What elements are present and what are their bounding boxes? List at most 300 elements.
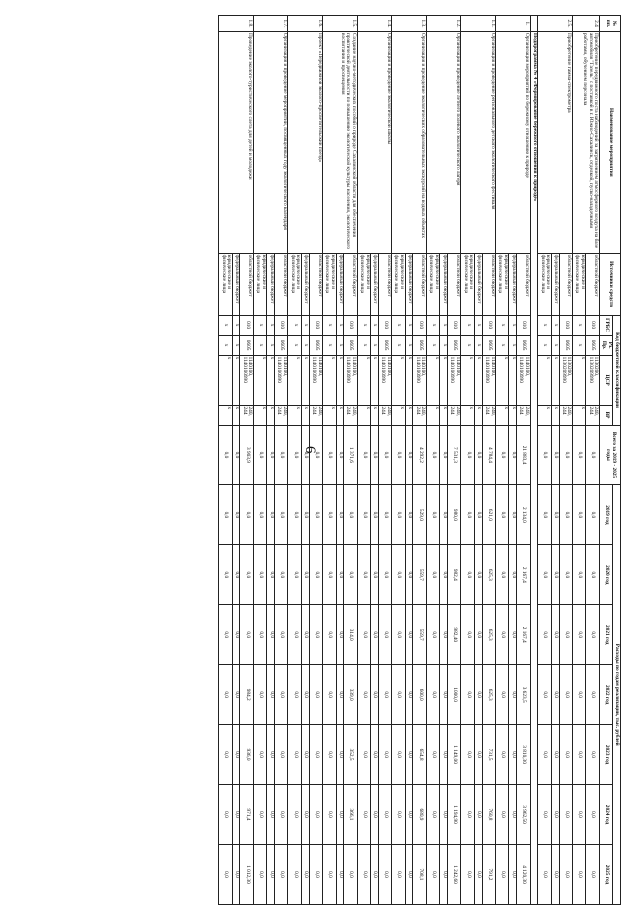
rz-pr-code: х — [551, 335, 559, 355]
table-row — [240, 16, 253, 905]
year-amount: 0,0 — [551, 485, 559, 545]
funding-source: областной бюджет — [448, 253, 461, 315]
year-amount: 0,0 — [219, 785, 232, 845]
csr-code: х — [371, 355, 379, 405]
table-row — [275, 16, 288, 905]
year-amount: 0,0 — [253, 665, 266, 725]
grbs-code: х — [496, 315, 509, 335]
year-amount: 0,0 — [509, 605, 517, 665]
total-amount: 3 903,9 — [240, 425, 253, 485]
year-amount: 0,0 — [371, 725, 379, 785]
rz-pr-code: 0605 — [482, 335, 495, 355]
total-amount: 0,0 — [572, 425, 585, 485]
year-amount: 559,7 — [413, 605, 426, 665]
row-number: 2.5. — [538, 16, 573, 32]
year-amount: 0,0 — [275, 545, 288, 605]
year-amount: 0,0 — [267, 785, 275, 845]
total-amount: 4 292,2 — [413, 425, 426, 485]
grbs-code: х — [301, 315, 309, 335]
vr-code: 240, 244 — [309, 405, 322, 425]
year-amount: 0,0 — [509, 485, 517, 545]
year-amount: 0,0 — [509, 665, 517, 725]
year-amount: 0,0 — [572, 725, 585, 785]
header-year-2023: 2023 год — [599, 725, 612, 785]
year-amount: 0,0 — [538, 844, 551, 904]
rz-pr-code: х — [371, 335, 379, 355]
grbs-code: 010 — [344, 315, 357, 335]
grbs-code: х — [323, 315, 336, 335]
funding-source: областной бюджет — [309, 253, 322, 315]
year-amount: 0,0 — [586, 545, 599, 605]
year-amount: 314,0 — [344, 605, 357, 665]
header-expenses: Расходы по годам реализации, тыс. рублей — [613, 485, 621, 905]
year-amount: 0,0 — [559, 844, 572, 904]
funding-source: юридические и физические лица — [572, 253, 585, 315]
year-amount: 0,0 — [586, 605, 599, 665]
row-number: 1. — [496, 16, 531, 32]
rz-pr-code: х — [301, 335, 309, 355]
year-amount: 0,0 — [357, 605, 370, 665]
csr-code: х — [496, 355, 509, 405]
year-amount: 0,0 — [267, 605, 275, 665]
year-amount: 0,0 — [559, 785, 572, 845]
grbs-code: 010 — [559, 315, 572, 335]
vr-code: х — [538, 405, 551, 425]
rz-pr-code: х — [426, 335, 439, 355]
funding-source: юридические и физические лица — [253, 253, 266, 315]
year-amount: 0,0 — [461, 844, 474, 904]
year-amount: 0,0 — [405, 665, 413, 725]
grbs-code: х — [509, 315, 517, 335]
year-amount: 0,0 — [219, 605, 232, 665]
event-name: Организация и проведение экологических образовательных экскурсий на водных объектах — [392, 31, 427, 253]
year-amount: 0,0 — [309, 545, 322, 605]
year-amount: 0,0 — [323, 844, 336, 904]
year-amount: 0,0 — [232, 665, 240, 725]
header-year-2019: 2019 год — [599, 485, 612, 545]
year-amount: 0,0 — [551, 665, 559, 725]
funding-source: областной бюджет — [586, 253, 599, 315]
year-amount: 0,0 — [559, 545, 572, 605]
year-amount: 0,0 — [461, 785, 474, 845]
year-amount: 0,0 — [288, 725, 301, 785]
grbs-code: 010 — [517, 315, 530, 335]
year-amount: 0,0 — [371, 665, 379, 725]
grbs-code: х — [336, 315, 344, 335]
csr-code: х — [426, 355, 439, 405]
year-amount: 0,0 — [392, 725, 405, 785]
year-amount: 0,0 — [288, 485, 301, 545]
year-amount: 0,0 — [275, 485, 288, 545]
year-amount: 0,0 — [378, 844, 391, 904]
year-amount: 791,2 — [482, 844, 495, 904]
event-name: Организация и проведение мероприятий, посвященных году экологического календаря — [253, 31, 288, 253]
rz-pr-code: х — [405, 335, 413, 355]
year-amount: 0,0 — [392, 545, 405, 605]
year-amount: 0,0 — [378, 605, 391, 665]
total-amount: 0,0 — [474, 425, 482, 485]
csr-code: 1140100, 1140100990 — [378, 355, 391, 405]
csr-code: х — [336, 355, 344, 405]
year-amount: 0,0 — [474, 665, 482, 725]
year-amount: 0,0 — [426, 665, 439, 725]
csr-code: х — [538, 355, 551, 405]
rz-pr-code: х — [288, 335, 301, 355]
year-amount: 0,0 — [357, 844, 370, 904]
vr-code: 240, 244 — [448, 405, 461, 425]
total-amount: 0,0 — [336, 425, 344, 485]
vr-code: х — [474, 405, 482, 425]
year-amount: 0,0 — [336, 665, 344, 725]
year-amount: 0,0 — [392, 485, 405, 545]
header-event: Наименование мероприятия — [599, 31, 620, 253]
vr-code: х — [509, 405, 517, 425]
year-amount: 0,0 — [232, 605, 240, 665]
total-amount: 0,0 — [301, 425, 309, 485]
csr-code: 1130200, 1130209990 — [559, 355, 572, 405]
year-amount: 0,0 — [461, 665, 474, 725]
year-amount: 0,0 — [405, 725, 413, 785]
total-amount: 21 883,4 — [517, 425, 530, 485]
year-amount: 708,1 — [413, 844, 426, 904]
vr-code: х — [267, 405, 275, 425]
year-amount: 0,0 — [538, 785, 551, 845]
year-amount: 0,0 — [323, 785, 336, 845]
csr-code: 1140100, 1140100990 — [482, 355, 495, 405]
year-amount: 0,0 — [586, 485, 599, 545]
csr-code: х — [232, 355, 240, 405]
year-amount: 0,0 — [440, 725, 448, 785]
year-amount: 0,0 — [219, 485, 232, 545]
year-amount: 0,0 — [253, 844, 266, 904]
year-amount: 0,0 — [572, 844, 585, 904]
vr-code: х — [357, 405, 370, 425]
grbs-code: 010 — [240, 315, 253, 335]
year-amount: 0,0 — [371, 785, 379, 845]
year-amount: 0,0 — [572, 485, 585, 545]
year-amount: 0,0 — [301, 665, 309, 725]
vr-code: 240, 244 — [559, 405, 572, 425]
row-number: 1.2. — [426, 16, 461, 32]
year-amount: 0,0 — [551, 785, 559, 845]
year-amount: 0,0 — [586, 665, 599, 725]
year-amount: 0,0 — [371, 485, 379, 545]
year-amount: 1000,0 — [448, 665, 461, 725]
row-number: 2.4 — [572, 16, 599, 32]
year-amount: 0,0 — [275, 785, 288, 845]
year-amount: 0,0 — [586, 725, 599, 785]
year-amount: 1 012,30 — [240, 844, 253, 904]
csr-code: 1140100, 1140100990 — [448, 355, 461, 405]
year-amount: 0,0 — [253, 485, 266, 545]
rz-pr-code: 0605 — [559, 335, 572, 355]
year-amount: 0,0 — [371, 844, 379, 904]
year-amount: 0,0 — [357, 665, 370, 725]
header-vr: ВР — [599, 405, 612, 425]
year-amount: 0,0 — [538, 485, 551, 545]
grbs-code: х — [392, 315, 405, 335]
year-amount: 600,0 — [413, 665, 426, 725]
year-amount: 559,7 — [413, 545, 426, 605]
header-source: Источники средств — [599, 253, 620, 315]
event-name: Приобретение гамма-спектрометра — [538, 31, 573, 253]
event-name: Организация мероприятий по бережному отношению к природе — [496, 31, 531, 253]
vr-code: х — [301, 405, 309, 425]
year-amount: 0,0 — [426, 485, 439, 545]
grbs-code: х — [440, 315, 448, 335]
grbs-code: 010 — [275, 315, 288, 335]
year-amount: 0,0 — [572, 545, 585, 605]
table-row — [309, 16, 322, 905]
header-no: № пп. — [599, 16, 620, 32]
year-amount: 2 134,0 — [517, 485, 530, 545]
section-title: Подпрограмма № 4 «Формирование бережного отношения к природе» — [530, 31, 538, 904]
rz-pr-code: х — [461, 335, 474, 355]
year-amount: 0,0 — [509, 785, 517, 845]
header-year-2021: 2021 год — [599, 605, 612, 665]
rz-pr-code: х — [336, 335, 344, 355]
year-amount: 0,0 — [572, 785, 585, 845]
year-amount: 760,8 — [482, 785, 495, 845]
year-amount: 1 194,90 — [448, 785, 461, 845]
total-amount: 0,0 — [275, 425, 288, 485]
row-number: 1.1. — [461, 16, 496, 32]
rz-pr-code: х — [509, 335, 517, 355]
year-amount: 0,0 — [392, 844, 405, 904]
grbs-code: х — [538, 315, 551, 335]
table-row — [482, 16, 495, 905]
header-year-2020: 2020 год — [599, 545, 612, 605]
year-amount: 621,0 — [482, 485, 495, 545]
year-amount: 0,0 — [586, 785, 599, 845]
grbs-code: х — [474, 315, 482, 335]
funding-source: юридические и физические лица — [323, 253, 336, 315]
year-amount: 0,0 — [232, 545, 240, 605]
year-amount: 0,0 — [559, 605, 572, 665]
rz-pr-code: 0605 — [240, 335, 253, 355]
year-amount: 0,0 — [232, 725, 240, 785]
year-amount: 0,0 — [509, 545, 517, 605]
year-amount: 0,0 — [301, 844, 309, 904]
year-amount: 0,0 — [474, 725, 482, 785]
year-amount: 0,0 — [275, 844, 288, 904]
year-amount: 366,1 — [344, 785, 357, 845]
rz-pr-code: х — [440, 335, 448, 355]
year-amount: 0,0 — [461, 605, 474, 665]
csr-code: 1140100, 1140100990 — [344, 355, 357, 405]
csr-code: х — [405, 355, 413, 405]
year-amount: 0,0 — [378, 545, 391, 605]
total-amount: 0,0 — [586, 425, 599, 485]
year-amount: 0,0 — [219, 725, 232, 785]
table-row — [559, 16, 572, 905]
header-rz-pr: Рз. Пр. — [599, 335, 612, 355]
year-amount: 0,0 — [267, 844, 275, 904]
year-amount: 0,0 — [378, 725, 391, 785]
header-budget-code: Код бюджетной классификации — [613, 315, 621, 425]
header-year-2025: 2025 год — [599, 844, 612, 904]
row-number: 1.3. — [392, 16, 427, 32]
vr-code: 240, 244 — [482, 405, 495, 425]
total-amount: 0,0 — [267, 425, 275, 485]
csr-code: х — [357, 355, 370, 405]
year-amount: 0,0 — [253, 785, 266, 845]
year-amount: 0,0 — [336, 485, 344, 545]
vr-code: 240, 244 — [517, 405, 530, 425]
year-amount: 0,0 — [336, 785, 344, 845]
funding-source: федеральный бюджет — [405, 253, 413, 315]
year-amount: 0,0 — [267, 665, 275, 725]
rz-pr-code: х — [219, 335, 232, 355]
year-amount: 0,0 — [405, 785, 413, 845]
vr-code: 240, 244 — [586, 405, 599, 425]
funding-source: юридические и физические лица — [357, 253, 370, 315]
year-amount: 0,0 — [267, 725, 275, 785]
year-amount: 982,4 — [448, 545, 461, 605]
year-amount: 0,0 — [392, 785, 405, 845]
year-amount: 0,0 — [378, 785, 391, 845]
total-amount: 0,0 — [392, 425, 405, 485]
year-amount: 0,0 — [323, 485, 336, 545]
year-amount: 2 167,4 — [517, 545, 530, 605]
year-amount: 0,0 — [405, 485, 413, 545]
year-amount: 971,4 — [240, 785, 253, 845]
funding-source: федеральный бюджет — [336, 253, 344, 315]
year-amount: 0,0 — [426, 844, 439, 904]
csr-code: х — [461, 355, 474, 405]
csr-code: х — [392, 355, 405, 405]
event-name: Приобретение передвижного поста наблюдений за загрязнением атмосферного воздуха на базе автомобиля "Газель" с поставкой в г. Южно-Сахалинск, отделкой, пуско-наладочными работами, обучением персонала — [572, 31, 599, 253]
vr-code: 240, 244 — [344, 405, 357, 425]
grbs-code: х — [551, 315, 559, 335]
funding-source: юридические и физические лица — [219, 253, 232, 315]
year-amount: 0,0 — [323, 545, 336, 605]
rz-pr-code: 0605 — [309, 335, 322, 355]
event-name: Проект «Передвижной эколого-просветительский поезд» — [288, 31, 323, 253]
header-grbs: ГРБС — [599, 315, 612, 335]
year-amount: 0,0 — [301, 545, 309, 605]
vr-code: х — [496, 405, 509, 425]
grbs-code: 010 — [586, 315, 599, 335]
row-number — [530, 16, 538, 32]
vr-code: х — [219, 405, 232, 425]
year-amount: 0,0 — [301, 605, 309, 665]
total-amount: 0,0 — [496, 425, 509, 485]
table-row — [378, 16, 391, 905]
rz-pr-code: х — [392, 335, 405, 355]
year-amount: 0,0 — [474, 605, 482, 665]
year-amount: 339,0 — [344, 665, 357, 725]
csr-code: х — [267, 355, 275, 405]
funding-source: областной бюджет — [559, 253, 572, 315]
csr-code: х — [288, 355, 301, 405]
year-amount: 0,0 — [426, 725, 439, 785]
row-number: 1.8. — [219, 16, 254, 32]
funding-source: юридические и физические лица — [392, 253, 405, 315]
year-amount: 0,0 — [405, 605, 413, 665]
total-amount: 0,0 — [323, 425, 336, 485]
vr-code: х — [336, 405, 344, 425]
year-amount: 0,0 — [496, 665, 509, 725]
year-amount: 625,3 — [482, 665, 495, 725]
year-amount: 0,0 — [301, 785, 309, 845]
year-amount: 0,0 — [336, 844, 344, 904]
year-amount: 0,0 — [288, 844, 301, 904]
year-amount: 0,0 — [474, 545, 482, 605]
year-amount: 0,0 — [371, 545, 379, 605]
rz-pr-code: х — [267, 335, 275, 355]
year-amount: 0,0 — [323, 725, 336, 785]
funding-source: федеральный бюджет — [509, 253, 517, 315]
total-amount: 0,0 — [378, 425, 391, 485]
csr-code: х — [301, 355, 309, 405]
vr-code: 240, 244 — [275, 405, 288, 425]
grbs-code: х — [267, 315, 275, 335]
rz-pr-code: 0605 — [448, 335, 461, 355]
year-amount: 0,0 — [538, 665, 551, 725]
year-amount: 0,0 — [288, 605, 301, 665]
funding-source: юридические и физические лица — [496, 253, 509, 315]
year-amount: 0,0 — [336, 605, 344, 665]
total-amount: 0,0 — [232, 425, 240, 485]
year-amount: 0,0 — [336, 725, 344, 785]
funding-source: областной бюджет — [413, 253, 426, 315]
table-row — [413, 16, 426, 905]
year-amount: 0,0 — [572, 665, 585, 725]
rz-pr-code: 0605 — [344, 335, 357, 355]
page-number: 6 — [302, 446, 318, 454]
event-name: Организация и проведение летнего полевого экологического лагеря — [426, 31, 461, 253]
year-amount: 0,0 — [509, 725, 517, 785]
csr-code: 1140100, 1140100990 — [517, 355, 530, 405]
event-name: Создание научно-методических пособий о природе Сахалинской области для обеспечения практической деятельности по повышению экологической культуры населения, экологического воспитания и просвещения — [323, 31, 358, 253]
total-amount: 0,0 — [440, 425, 448, 485]
year-amount: 3 623,5 — [517, 665, 530, 725]
rz-pr-code: х — [253, 335, 266, 355]
funding-source: областной бюджет — [517, 253, 530, 315]
funding-source: федеральный бюджет — [440, 253, 448, 315]
year-amount: 0,0 — [219, 665, 232, 725]
year-amount: 0,0 — [309, 725, 322, 785]
year-amount: 0,0 — [301, 485, 309, 545]
grbs-code: 010 — [448, 315, 461, 335]
vr-code: х — [288, 405, 301, 425]
year-amount: 0,0 — [336, 545, 344, 605]
rz-pr-code: 0605 — [586, 335, 599, 355]
table-header — [599, 16, 620, 905]
year-amount: 0,0 — [378, 665, 391, 725]
year-amount: 0,0 — [378, 485, 391, 545]
table-body — [219, 16, 600, 905]
vr-code: х — [405, 405, 413, 425]
rz-pr-code: х — [572, 335, 585, 355]
total-amount: 0,0 — [551, 425, 559, 485]
year-amount: 0,0 — [426, 605, 439, 665]
csr-code: х — [572, 355, 585, 405]
year-amount: 0,0 — [440, 605, 448, 665]
csr-code: 1140100, 1140100990 — [413, 355, 426, 405]
funding-source: федеральный бюджет — [551, 253, 559, 315]
year-amount: 0,0 — [405, 545, 413, 605]
year-amount: 0,0 — [426, 785, 439, 845]
csr-code: х — [219, 355, 232, 405]
year-amount: 0,0 — [586, 844, 599, 904]
header-year-2022: 2022 год — [599, 665, 612, 725]
grbs-code: х — [357, 315, 370, 335]
year-amount: 0,0 — [440, 665, 448, 725]
rz-pr-code: х — [496, 335, 509, 355]
vr-code: х — [572, 405, 585, 425]
